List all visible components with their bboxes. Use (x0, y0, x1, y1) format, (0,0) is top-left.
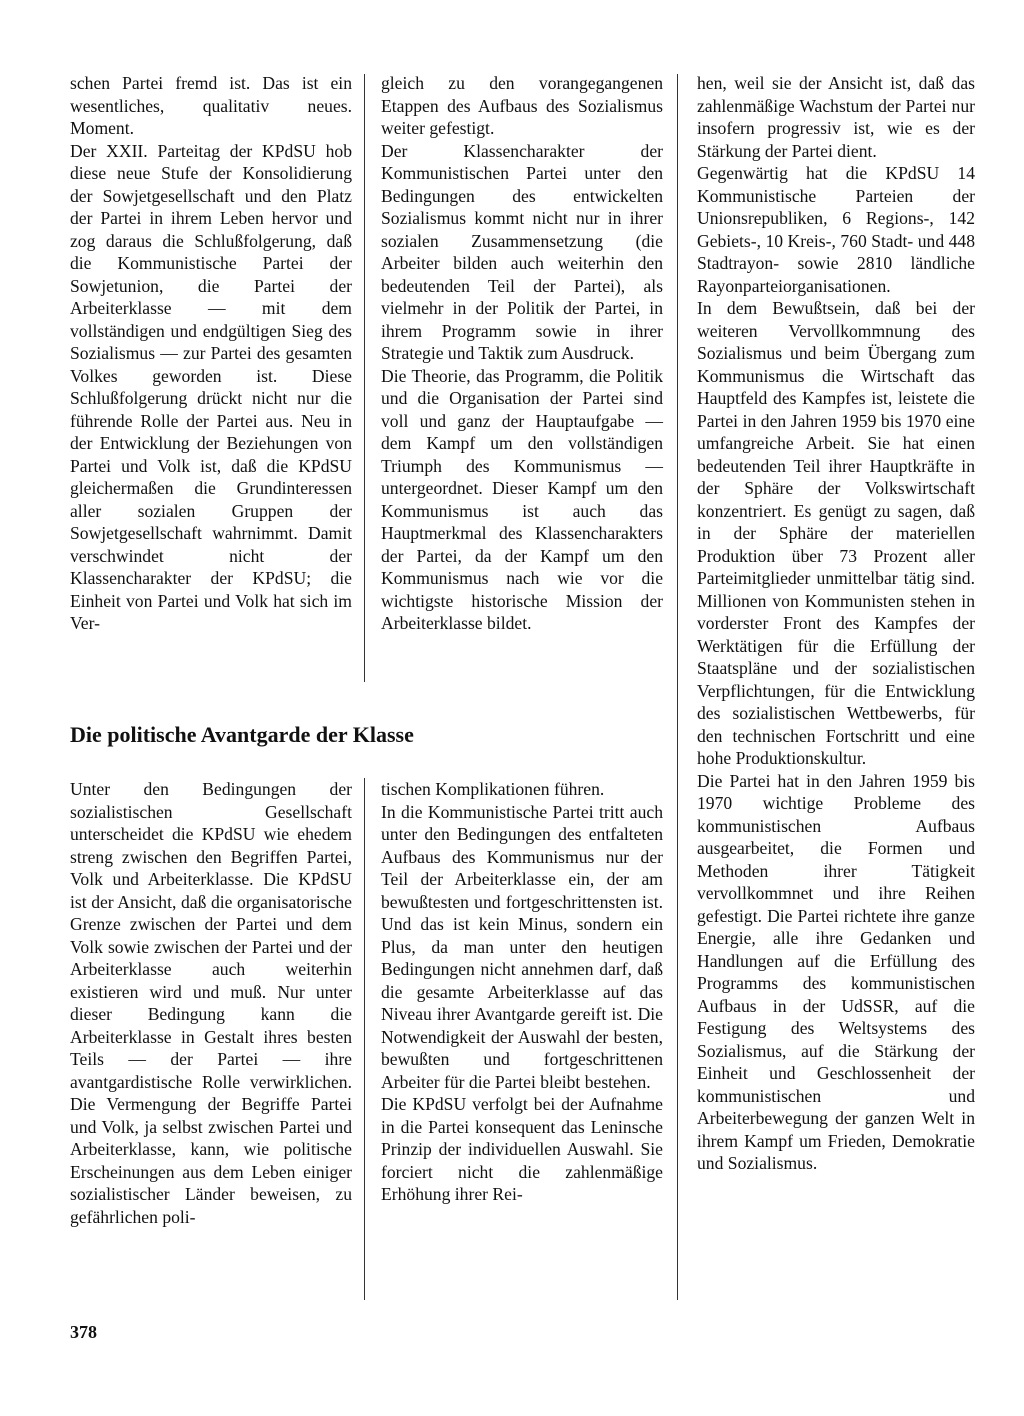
paragraph: hen, weil sie der Ansicht ist, daß das zahlenmäßige Wachstum der Partei nur insofern progressiv ist, wie es der Stärkung der Partei dient. (697, 73, 975, 161)
column-divider (364, 74, 365, 682)
paragraph: In dem Bewußtsein, daß bei der weiteren Vervollkommnung des Sozialismus und beim Übergang zum Kommunismus die Wirtschaft das Hauptfeld des Kampfes ist, leistete die Partei in den Jahren 1959 bis 1970 eine umfangreiche Arbeit. Sie hat einen bedeutenden Teil ihrer Hauptkräfte in der Sphäre der Volkswirtschaft konzentriert. Es genügt zu sagen, daß in der Sphäre der materiellen Produktion über 73 Prozent aller Parteimitglieder unmittelbar tätig sind. Millionen von Kommunisten stehen in vorderster Front des Kampfes der Werktätigen für die Erfüllung der Staatspläne und der sozialistischen Verpflichtungen, für die Entwicklung des sozialistischen Wettbewerbs, für den technischen Fortschritt und eine hohe Produktionskultur. (697, 298, 975, 768)
paragraph: In die Kommunistische Partei tritt auch unter den Bedingungen des entfalteten Aufbaus des Kommunismus nur der Teil der Arbeiterklasse ein, der am bewußtesten und fortgeschrittensten ist. Und das ist kein Minus, sondern ein Plus, da man unter den heutigen Bedingungen nicht annehmen darf, daß die gesamte Arbeiterklasse auf das Niveau ihrer Avantgarde gereift ist. Die Notwendigkeit der Auswahl der besten, bewußten und fortgeschrittenen Arbeiter für die Partei bleibt bestehen. (381, 801, 663, 1092)
paragraph: tischen Komplikationen führen. (381, 779, 605, 799)
bottom-column-1 (70, 778, 352, 1228)
column-divider (364, 778, 365, 1300)
paragraph: Der XXII. Parteitag der KPdSU hob diese neue Stufe der Konsolidierung der Sowjetgesellschaft und den Platz der Partei in ihrem Leben hervor und zog daraus die Schlußfolgerung, daß die Kommunistische Partei der Sowjetunion, die Partei der Arbeiterklasse — mit dem vollständigen und endgültigen Sieg des Sozialismus — zur Partei des gesamten Volkes geworden ist. Diese Schlußfolgerung drückt nicht nur die führende Rolle der Partei aus. Neu in der Entwicklung der Beziehungen von Partei und Volk ist, daß die KPdSU gleichermaßen die Grundinteressen aller sozialen Gruppen der Sowjetgesellschaft wahrnimmt. Damit verschwindet nicht der Klassencharakter der KPdSU; die Einheit von Partei und Volk hat sich im Ver- (70, 140, 352, 633)
section-heading: Die politische Avantgarde der Klasse (70, 722, 414, 747)
right-column (697, 72, 975, 1175)
paragraph: schen Partei fremd ist. Das ist ein wesentliches, qualitativ neues. Moment. (70, 73, 352, 138)
paragraph: Unter den Bedingungen der sozialistischen Gesellschaft unterscheidet die KPdSU wie ehedem streng zwischen den Begriffen Partei, Volk und Arbeiterklasse. Die KPdSU ist der Ansicht, daß die organisatorische Grenze zwischen der Partei und dem Volk sowie zwischen der Partei und der Arbeiterklasse auch weiterhin existieren wird und muß. Nur unter dieser Bedingung kann die Arbeiterklasse in Gestalt ihres besten Teils — der Partei — ihre avantgardistische Rolle verwirklichen. Die Vermengung der Begriffe Partei und Volk, ja selbst zwischen Partei und Arbeiterklasse, kann, wie politische Erscheinungen aus dem Leben einiger sozialistischer Länder beweisen, zu gefährlichen poli- (70, 779, 352, 1227)
paragraph: Die Partei hat in den Jahren 1959 bis 1970 wichtige Probleme des kommunistischen Aufbaus ausgearbeitet, die Formen und Methoden ihrer Tätigkeit vervollkommnet und ihre Reihen gefestigt. Die Partei richtete ihre ganze Energie, alle ihre Gedanken und Handlungen auf die Erfüllung des Programms des kommunistischen Aufbaus in der UdSSR, auf die Festigung des Weltsystems des Sozialismus, auf die Stärkung der Einheit und Geschlossenheit der kommunistischen und Arbeiterbewegung der ganzen Welt in ihrem Kampf um Frieden, Demokratie und Sozialismus. (697, 770, 975, 1173)
paragraph: Die Theorie, das Programm, die Politik und die Organisation der Partei sind voll und ganz der Hauptaufgabe — dem Kampf um den vollständigen Triumph des Kommunismus — untergeordnet. Dieser Kampf um den Kommunismus ist auch das Hauptmerkmal des Klassencharakters der Partei, da der Kampf um den Kommunismus nach wie vor die wichtigste historische Mission der Arbeiterklasse bildet. (381, 365, 663, 633)
paragraph: gleich zu den vorangegangenen Etappen des Aufbaus des Sozialismus weiter gefestigt. (381, 73, 663, 138)
page-number: 378 (70, 1322, 97, 1342)
paragraph: Die KPdSU verfolgt bei der Aufnahme in die Partei konsequent das Leninsche Prinzip der individuellen Auswahl. Sie forciert nicht die zahlenmäßige Erhöhung ihrer Rei- (381, 1094, 663, 1204)
top-column-2 (381, 72, 663, 635)
bottom-column-2 (381, 778, 663, 1206)
paragraph: Der Klassencharakter der Kommunistischen Partei unter den Bedingungen des entwickelten Sozialismus kommt nicht nur in ihrer sozialen Zusammensetzung (die Arbeiter bilden auch weiterhin den bedeutenden Teil der Partei), als vielmehr in der Politik der Partei, in ihrem Programm sowie in ihrer Strategie und Taktik zum Ausdruck. (381, 140, 663, 363)
paragraph: Gegenwärtig hat die KPdSU 14 Kommunistische Parteien der Unionsrepubliken, 6 Regions-, 142 Gebiets-, 10 Kreis-, 760 Stadt- und 448 Stadtrayon- sowie 2810 ländliche Rayonparteiorganisationen. (697, 163, 975, 296)
column-divider (677, 74, 678, 1300)
top-column-1 (70, 72, 352, 635)
